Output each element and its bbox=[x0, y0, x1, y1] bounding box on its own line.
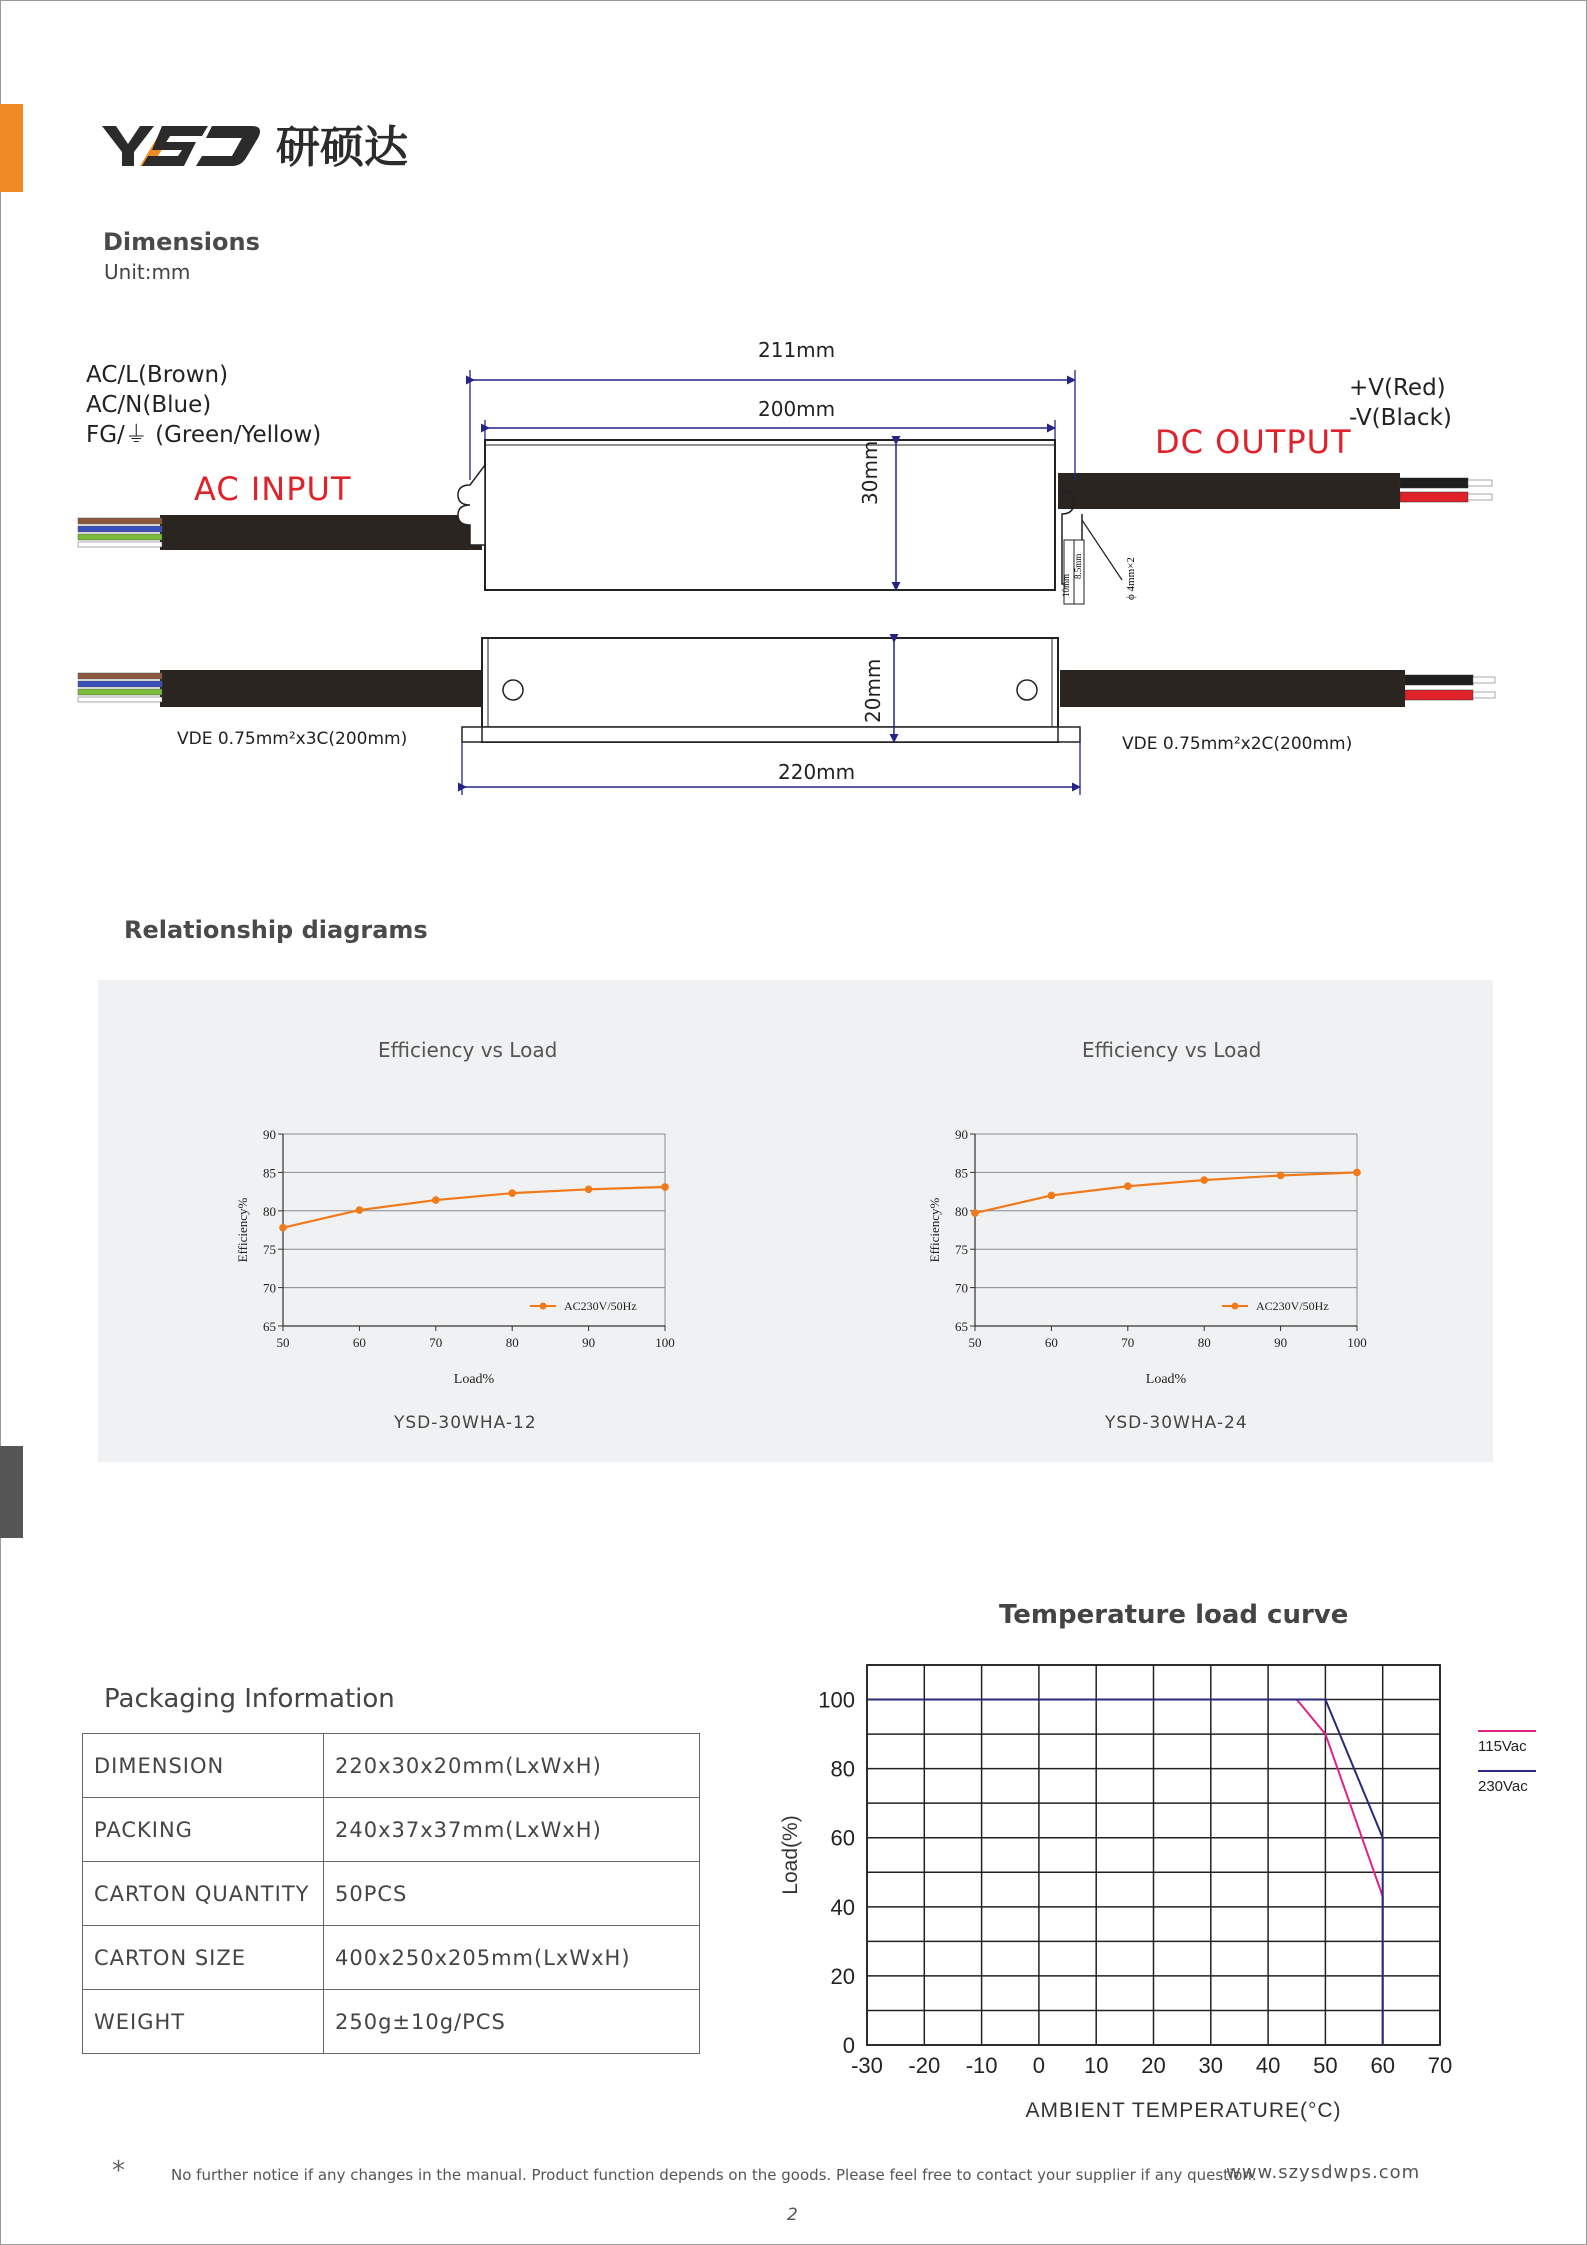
x-tick-label: 60 bbox=[352, 1335, 366, 1350]
relationship-title: Relationship diagrams bbox=[124, 916, 428, 944]
pk-value: 220x30x20mm(LxWxH) bbox=[324, 1734, 700, 1798]
vde-input-spec: VDE 0.75mm²x3C(200mm) bbox=[177, 729, 408, 749]
table-row bbox=[83, 1926, 700, 1990]
packaging-title: Packaging Information bbox=[104, 1684, 395, 1714]
x-tick-label: 50 bbox=[276, 1335, 290, 1350]
small-dim-b: 8.5mm bbox=[1073, 553, 1083, 579]
x-tick-label: 80 bbox=[505, 1335, 519, 1350]
efficiency-chart-12 bbox=[220, 1120, 680, 1390]
pk-key: WEIGHT bbox=[83, 1990, 324, 2054]
data-point bbox=[661, 1183, 669, 1191]
y-axis-label: Load(%) bbox=[779, 1815, 802, 1895]
y-tick-label: 65 bbox=[263, 1319, 276, 1334]
dc-wire-labels bbox=[1349, 373, 1452, 433]
temperature-load-chart bbox=[760, 1655, 1550, 2145]
y-tick-label: 80 bbox=[955, 1203, 968, 1219]
table-row bbox=[83, 1798, 700, 1862]
packaging-table bbox=[82, 1733, 700, 2054]
data-point bbox=[279, 1224, 287, 1232]
pk-key: CARTON QUANTITY bbox=[83, 1862, 324, 1926]
pk-value: 50PCS bbox=[324, 1862, 700, 1926]
x-tick-label: 100 bbox=[1347, 1335, 1367, 1350]
pk-key: DIMENSION bbox=[83, 1734, 324, 1798]
x-tick-label: -10 bbox=[965, 2053, 998, 2078]
y-tick-label: 90 bbox=[955, 1127, 968, 1142]
x-axis-label: Load% bbox=[453, 1372, 495, 1387]
data-point bbox=[585, 1185, 593, 1193]
y-tick-label: 80 bbox=[830, 1756, 855, 1782]
x-tick-label: 30 bbox=[1198, 2053, 1224, 2078]
y-tick-label: 0 bbox=[842, 2033, 855, 2058]
pk-value: 240x37x37mm(LxWxH) bbox=[324, 1798, 700, 1862]
y-tick-label: 100 bbox=[818, 1687, 855, 1713]
ac-wire-label: AC/N(Blue) bbox=[86, 392, 212, 418]
efficiency-chart-24 bbox=[912, 1120, 1372, 1390]
dim-30: 30mm bbox=[858, 440, 882, 505]
legend-label: 230Vac bbox=[1478, 1778, 1528, 1795]
footer-star: * bbox=[112, 2156, 125, 2186]
table-row bbox=[83, 1990, 700, 2054]
dim-220: 220mm bbox=[778, 760, 856, 784]
pk-key: CARTON SIZE bbox=[83, 1926, 324, 1990]
chart1-model: YSD-30WHA-12 bbox=[394, 1413, 537, 1433]
data-point bbox=[1277, 1172, 1285, 1180]
x-tick-label: 90 bbox=[582, 1335, 596, 1350]
x-tick-label: 10 bbox=[1083, 2053, 1109, 2078]
x-axis-label: AMBIENT TEMPERATURE(°C) bbox=[1025, 2099, 1342, 2122]
x-tick-label: -30 bbox=[851, 2053, 883, 2078]
x-tick-label: 70 bbox=[1121, 1335, 1135, 1350]
x-tick-label: 100 bbox=[655, 1335, 675, 1350]
dc-output-label: DC OUTPUT bbox=[1155, 423, 1352, 461]
x-tick-label: 50 bbox=[1313, 2053, 1338, 2078]
logo-chinese-text: 研硕达 bbox=[276, 123, 408, 172]
y-tick-label: 20 bbox=[830, 1963, 855, 1989]
x-axis-label: Load% bbox=[1145, 1372, 1187, 1387]
small-dim-a: 10mm bbox=[1061, 573, 1071, 597]
y-tick-label: 70 bbox=[263, 1280, 276, 1296]
dim-211: 211mm bbox=[758, 338, 836, 362]
legend-label: AC230V/50Hz bbox=[1256, 1299, 1329, 1313]
y-tick-label: 80 bbox=[263, 1203, 276, 1219]
x-tick-label: 60 bbox=[1044, 1335, 1058, 1350]
y-tick-label: 75 bbox=[955, 1242, 968, 1258]
chart2-model: YSD-30WHA-24 bbox=[1105, 1413, 1248, 1433]
legend-marker bbox=[540, 1303, 547, 1310]
footer-notice: No further notice if any changes in the manual. Product function depends on the goods. Please feel free to contact your supplier if any question. bbox=[171, 2166, 1257, 2184]
x-tick-label: 60 bbox=[1370, 2053, 1395, 2078]
y-axis-label: Efficiency% bbox=[235, 1197, 250, 1263]
x-tick-label: 20 bbox=[1141, 2053, 1166, 2078]
dim-200: 200mm bbox=[758, 397, 836, 421]
ac-wire-labels bbox=[86, 360, 321, 450]
ac-wire-label: FG/⏚ (Green/Yellow) bbox=[86, 422, 322, 448]
dimensions-title: Dimensions bbox=[103, 228, 260, 256]
dc-wire-label: -V(Black) bbox=[1349, 405, 1452, 431]
footer-url[interactable]: www.szysdwps.com bbox=[1226, 2162, 1421, 2183]
data-point bbox=[432, 1196, 440, 1204]
y-tick-label: 85 bbox=[263, 1165, 276, 1181]
data-point bbox=[508, 1189, 516, 1197]
dc-wire-label: +V(Red) bbox=[1349, 375, 1446, 401]
data-point bbox=[1200, 1176, 1208, 1184]
legend-marker bbox=[1232, 1303, 1239, 1310]
x-tick-label: 40 bbox=[1255, 2053, 1281, 2078]
dimensions-unit: Unit:mm bbox=[104, 260, 191, 284]
y-tick-label: 75 bbox=[263, 1242, 276, 1258]
chart2-title: Efficiency vs Load bbox=[1082, 1038, 1262, 1062]
data-point bbox=[971, 1209, 979, 1217]
pk-value: 250g±10g/PCS bbox=[324, 1990, 700, 2054]
chart1-title: Efficiency vs Load bbox=[378, 1038, 558, 1062]
series-line bbox=[975, 1172, 1357, 1213]
x-tick-label: 70 bbox=[1427, 2053, 1453, 2078]
y-tick-label: 65 bbox=[955, 1319, 968, 1334]
table-row bbox=[83, 1734, 700, 1798]
x-tick-label: 80 bbox=[1197, 1335, 1211, 1350]
x-tick-label: 70 bbox=[429, 1335, 443, 1350]
y-tick-label: 60 bbox=[830, 1825, 855, 1851]
series-line bbox=[283, 1187, 665, 1228]
data-point bbox=[1048, 1192, 1056, 1200]
pk-value: 400x250x205mm(LxWxH) bbox=[324, 1926, 700, 1990]
data-point bbox=[356, 1206, 364, 1214]
gray-side-tab bbox=[0, 1446, 23, 1538]
ac-input-label: AC INPUT bbox=[194, 470, 352, 508]
ac-wire-label: AC/L(Brown) bbox=[86, 362, 229, 388]
x-tick-label: -20 bbox=[908, 2053, 941, 2078]
temp-chart-title: Temperature load curve bbox=[999, 1600, 1349, 1630]
x-tick-label: 0 bbox=[1032, 2053, 1046, 2078]
y-tick-label: 85 bbox=[955, 1165, 968, 1181]
dim-20: 20mm bbox=[861, 658, 885, 723]
page-number: 2 bbox=[787, 2205, 798, 2225]
y-axis-label: Efficiency% bbox=[927, 1197, 942, 1263]
pk-key: PACKING bbox=[83, 1798, 324, 1862]
vde-output-spec: VDE 0.75mm²x2C(200mm) bbox=[1122, 734, 1353, 754]
data-point bbox=[1124, 1182, 1132, 1190]
legend-label: AC230V/50Hz bbox=[564, 1299, 637, 1313]
x-tick-label: 50 bbox=[968, 1335, 982, 1350]
x-tick-label: 90 bbox=[1274, 1335, 1288, 1350]
legend-label: 115Vac bbox=[1478, 1738, 1527, 1755]
table-row bbox=[83, 1862, 700, 1926]
y-tick-label: 70 bbox=[955, 1280, 968, 1296]
hole-spec: ϕ 4mm×2 bbox=[1125, 557, 1137, 600]
y-tick-label: 40 bbox=[830, 1894, 855, 1920]
y-tick-label: 90 bbox=[263, 1127, 276, 1142]
data-point bbox=[1353, 1169, 1361, 1177]
